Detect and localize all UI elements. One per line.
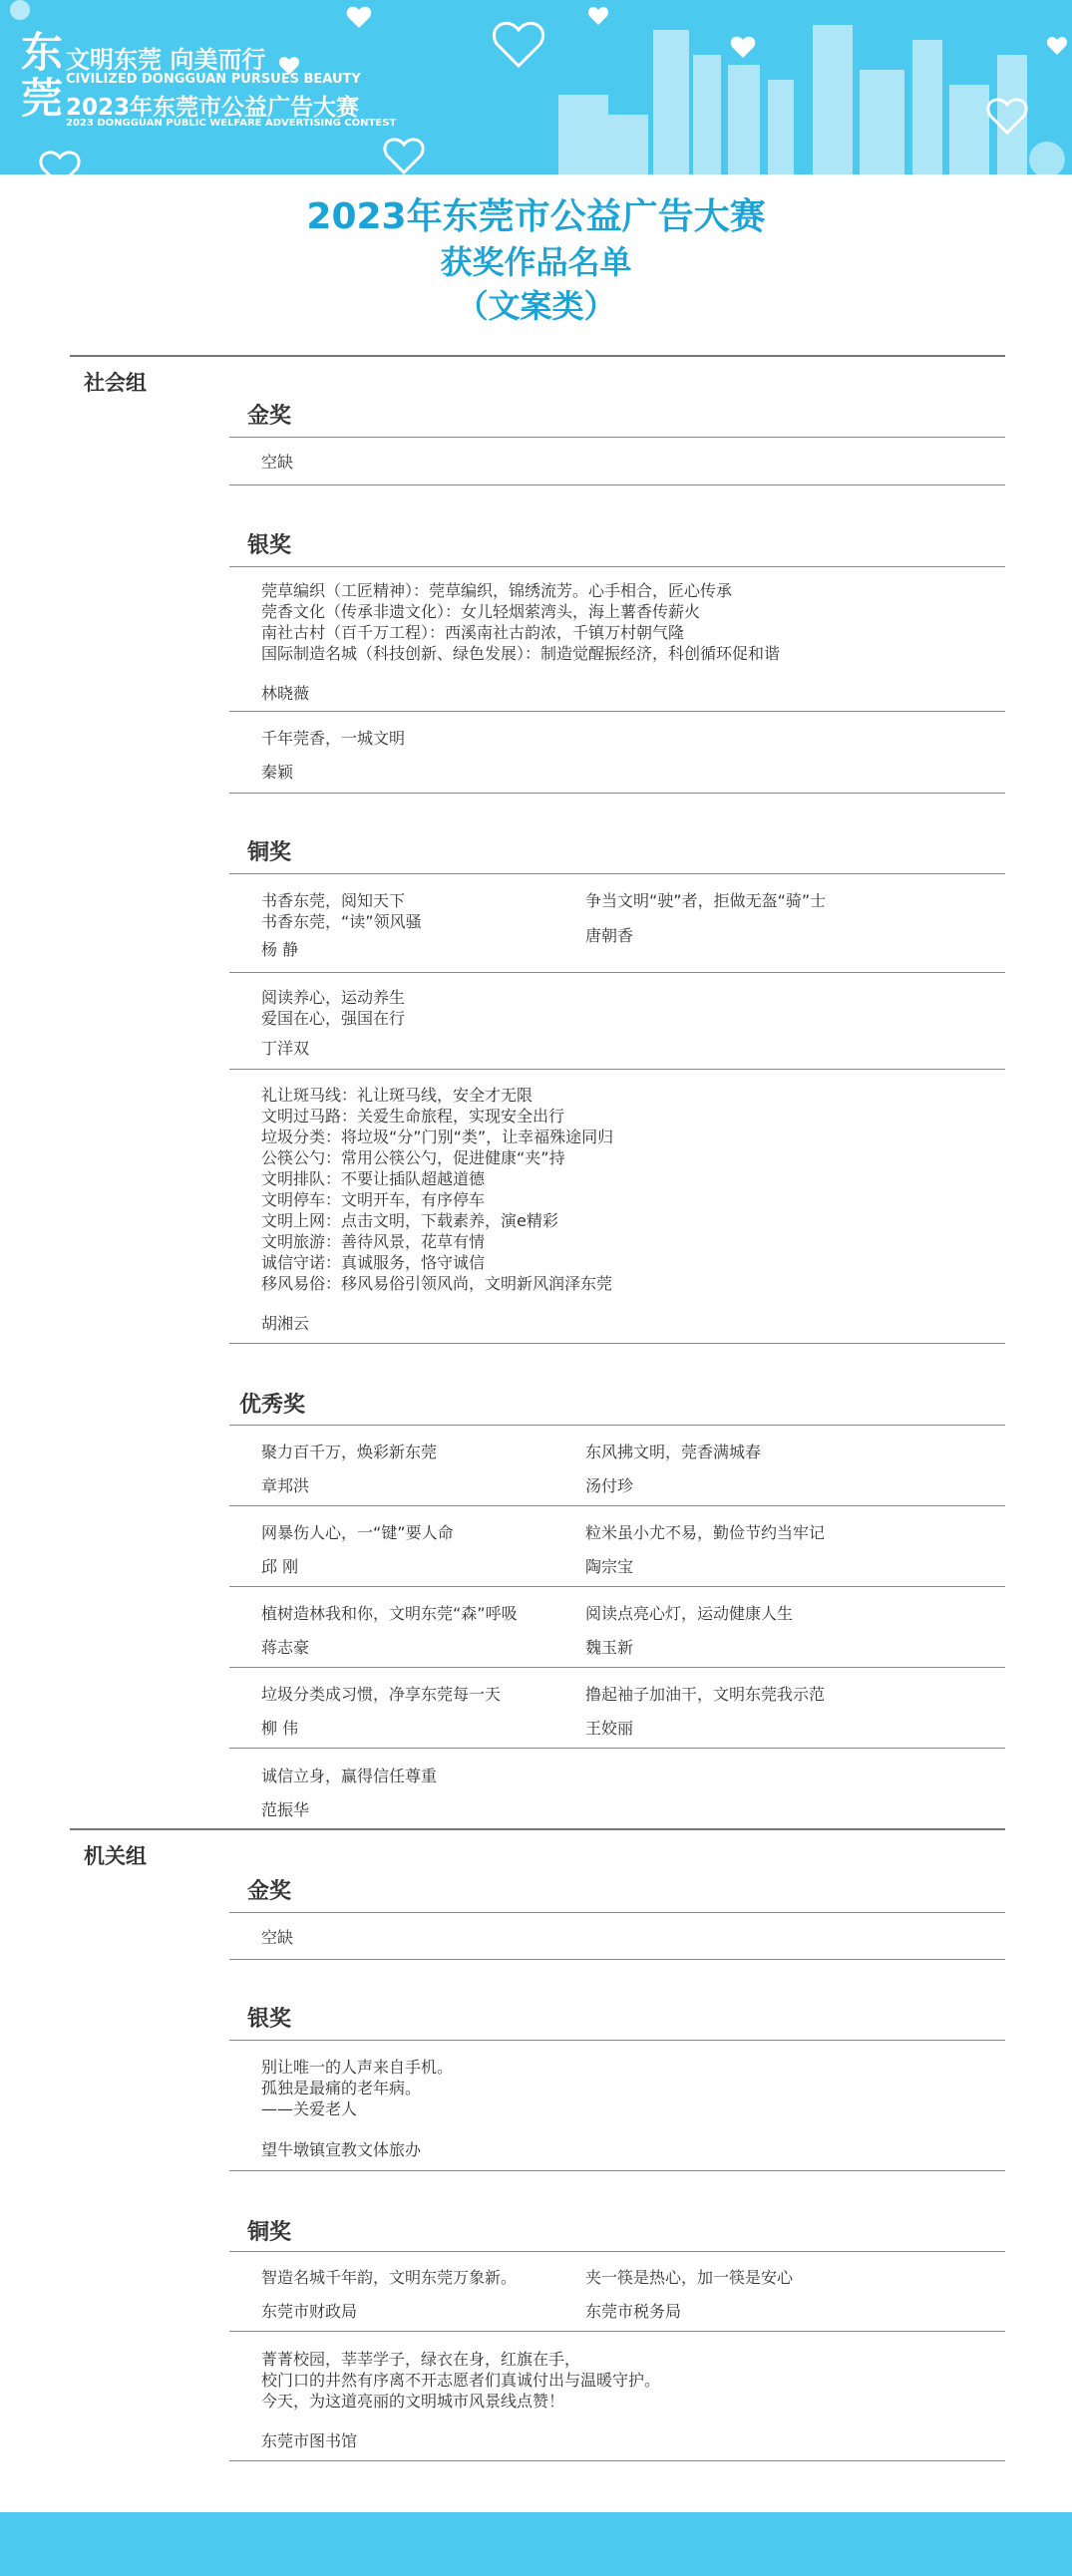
award-heading-excellent: 优秀奖	[239, 1393, 306, 1418]
page-title	[0, 194, 1072, 328]
banner-slogan: 文明东莞 向美而行	[66, 46, 266, 74]
section-divider	[70, 355, 1005, 357]
entry-author: 蒋志豪	[261, 1638, 310, 1657]
entry-author: 望牛墩镇宣教文体旅办	[261, 2140, 422, 2159]
banner-contest-en: 2023 DONGGUAN PUBLIC WELFARE ADVERTISING CONTEST	[66, 118, 397, 129]
entry-text: 撸起袖子加油干，文明东莞我示范	[585, 1685, 826, 1704]
divider	[229, 566, 1005, 567]
entry-text: 书香东莞，阅知天下	[261, 891, 406, 910]
entry-text: 移风易俗：移风易俗引领风尚，文明新风润泽东莞	[261, 1274, 613, 1293]
entry-vacant: 空缺	[261, 453, 294, 472]
banner-slogan-en: CIVILIZED DONGGUAN PURSUES BEAUTY	[66, 72, 361, 87]
entry-author: 陶宗宝	[585, 1557, 634, 1576]
entry-text: 孤独是最痛的老年病。	[261, 2079, 422, 2097]
divider	[229, 1069, 1005, 1070]
award-heading-gold: 金奖	[247, 404, 292, 429]
entry-text: 夹一筷是热心，加一筷是安心	[585, 2268, 794, 2287]
entry-author: 柳 伟	[261, 1719, 299, 1738]
entry-text: 国际制造名城（科技创新、绿色发展）：制造觉醒振经济，科创循环促和谐	[261, 644, 781, 663]
dongguan-logo: 东莞	[20, 28, 63, 123]
entry-text: 今天，为这道亮丽的文明城市风景线点赞！	[261, 2392, 565, 2411]
divider	[229, 793, 1005, 794]
entry-author: 丁洋双	[261, 1039, 310, 1058]
entry-text: 文明旅游：善待风景，花草有情	[261, 1232, 486, 1251]
entry-author: 胡湘云	[261, 1314, 310, 1333]
entry-author: 唐朝香	[585, 926, 634, 945]
entry-text: 粒米虽小尤不易，勤俭节约当牢记	[585, 1523, 826, 1542]
divider	[229, 2170, 1005, 2171]
title-line-1: 2023年东莞市公益广告大赛	[306, 196, 766, 237]
award-heading-silver: 银奖	[247, 533, 292, 558]
entry-author: 王姣丽	[585, 1719, 634, 1738]
entry-text: 聚力百千万，焕彩新东莞	[261, 1443, 438, 1461]
title-line-2: 获奖作品名单	[440, 243, 632, 281]
entry-text: 阅读养心，运动养生	[261, 988, 406, 1007]
divider	[229, 1425, 1005, 1426]
entry-text: 东风拂文明，莞香满城春	[585, 1443, 762, 1461]
entry-text: 垃圾分类：将垃圾“分”门别“类”，让幸福殊途同归	[261, 1127, 614, 1146]
divider	[229, 972, 1005, 973]
divider	[229, 1959, 1005, 1960]
entry-text: 争当文明“驶”者，拒做无盔“骑”士	[585, 891, 827, 910]
entry-author: 杨 静	[261, 940, 299, 959]
entry-vacant: 空缺	[261, 1928, 294, 1947]
entry-author: 范振华	[261, 1800, 310, 1819]
section-divider	[70, 1828, 1005, 1830]
title-line-3: （文案类）	[456, 287, 616, 325]
entry-text: 公筷公勺：常用公筷公勺，促进健康“夹”持	[261, 1148, 565, 1167]
divider	[229, 484, 1005, 485]
award-heading-bronze: 铜奖	[247, 2220, 292, 2245]
entry-text: 网暴伤人心，一“键”要人命	[261, 1523, 454, 1542]
entry-text: 莞草编织（工匠精神）：莞草编织，锦绣流芳。心手相合，匠心传承	[261, 581, 733, 600]
divider	[229, 1586, 1005, 1587]
entry-text: 爱国在心，强国在行	[261, 1009, 406, 1028]
header-banner	[0, 0, 1072, 174]
entry-author: 汤付珍	[585, 1476, 634, 1495]
divider	[229, 1667, 1005, 1668]
entry-text: 垃圾分类成习惯，净享东莞每一天	[261, 1685, 502, 1704]
entry-text: 阅读点亮心灯，运动健康人生	[585, 1604, 794, 1623]
divider	[229, 437, 1005, 438]
entry-author: 东莞市图书馆	[261, 2431, 358, 2450]
divider	[229, 2040, 1005, 2041]
entry-text: 千年莞香，一城文明	[261, 729, 406, 748]
award-heading-silver: 银奖	[247, 2007, 292, 2032]
divider	[229, 1912, 1005, 1913]
divider	[229, 1748, 1005, 1749]
entry-author: 林晓薇	[261, 684, 310, 703]
entry-author: 东莞市财政局	[261, 2302, 358, 2321]
entry-author: 章邦洪	[261, 1476, 310, 1495]
entry-text: 南社古村（百千万工程）：西溪南社古韵浓，千镇万村朝气隆	[261, 623, 685, 642]
footer-bar	[0, 2512, 1072, 2576]
divider	[229, 2460, 1005, 2461]
group-label-social: 社会组	[84, 371, 147, 395]
entry-text: 诚信立身，赢得信任尊重	[261, 1767, 438, 1785]
divider	[229, 711, 1005, 712]
divider	[229, 1505, 1005, 1506]
award-heading-bronze: 铜奖	[247, 840, 292, 865]
entry-text: 礼让斑马线：礼让斑马线，安全才无限	[261, 1086, 534, 1105]
banner-contest-title: 2023年东莞市公益广告大赛	[66, 95, 360, 121]
entry-text: 菁菁校园，莘莘学子，绿衣在身，红旗在手，	[261, 2350, 581, 2369]
entry-author: 魏玉新	[585, 1638, 634, 1657]
entry-text: ——关爱老人	[261, 2099, 358, 2118]
entry-author: 邱 刚	[261, 1557, 299, 1576]
entry-text: 校门口的井然有序离不开志愿者们真诚付出与温暖守护。	[261, 2371, 661, 2390]
entry-text: 文明上网：点击文明，下载素养，演e精彩	[261, 1211, 558, 1230]
divider	[229, 873, 1005, 874]
entry-text: 莞香文化（传承非遗文化）：女儿轻烟萦湾头，海上薯香传薪火	[261, 602, 701, 621]
entry-author: 秦颖	[261, 763, 294, 782]
divider	[229, 2251, 1005, 2252]
entry-text: 文明排队：不要让插队超越道德	[261, 1169, 486, 1188]
award-heading-gold: 金奖	[247, 1879, 292, 1904]
entry-text: 文明过马路：关爱生命旅程，实现安全出行	[261, 1107, 565, 1126]
entry-text: 别让唯一的人声来自手机。	[261, 2058, 454, 2077]
entry-text: 文明停车：文明开车，有序停车	[261, 1190, 486, 1209]
skyline-illustration	[0, 0, 1072, 174]
divider	[229, 1343, 1005, 1344]
group-label-gov: 机关组	[84, 1844, 147, 1868]
entry-text: 书香东莞，“读”领风骚	[261, 912, 422, 931]
entry-author: 东莞市税务局	[585, 2302, 682, 2321]
entry-text: 诚信守诺：真诚服务，恪守诚信	[261, 1253, 486, 1272]
entry-text: 智造名城千年韵，文明东莞万象新。	[261, 2268, 518, 2287]
entry-text: 植树造林我和你，文明东莞“森”呼吸	[261, 1604, 518, 1623]
divider	[229, 2331, 1005, 2332]
